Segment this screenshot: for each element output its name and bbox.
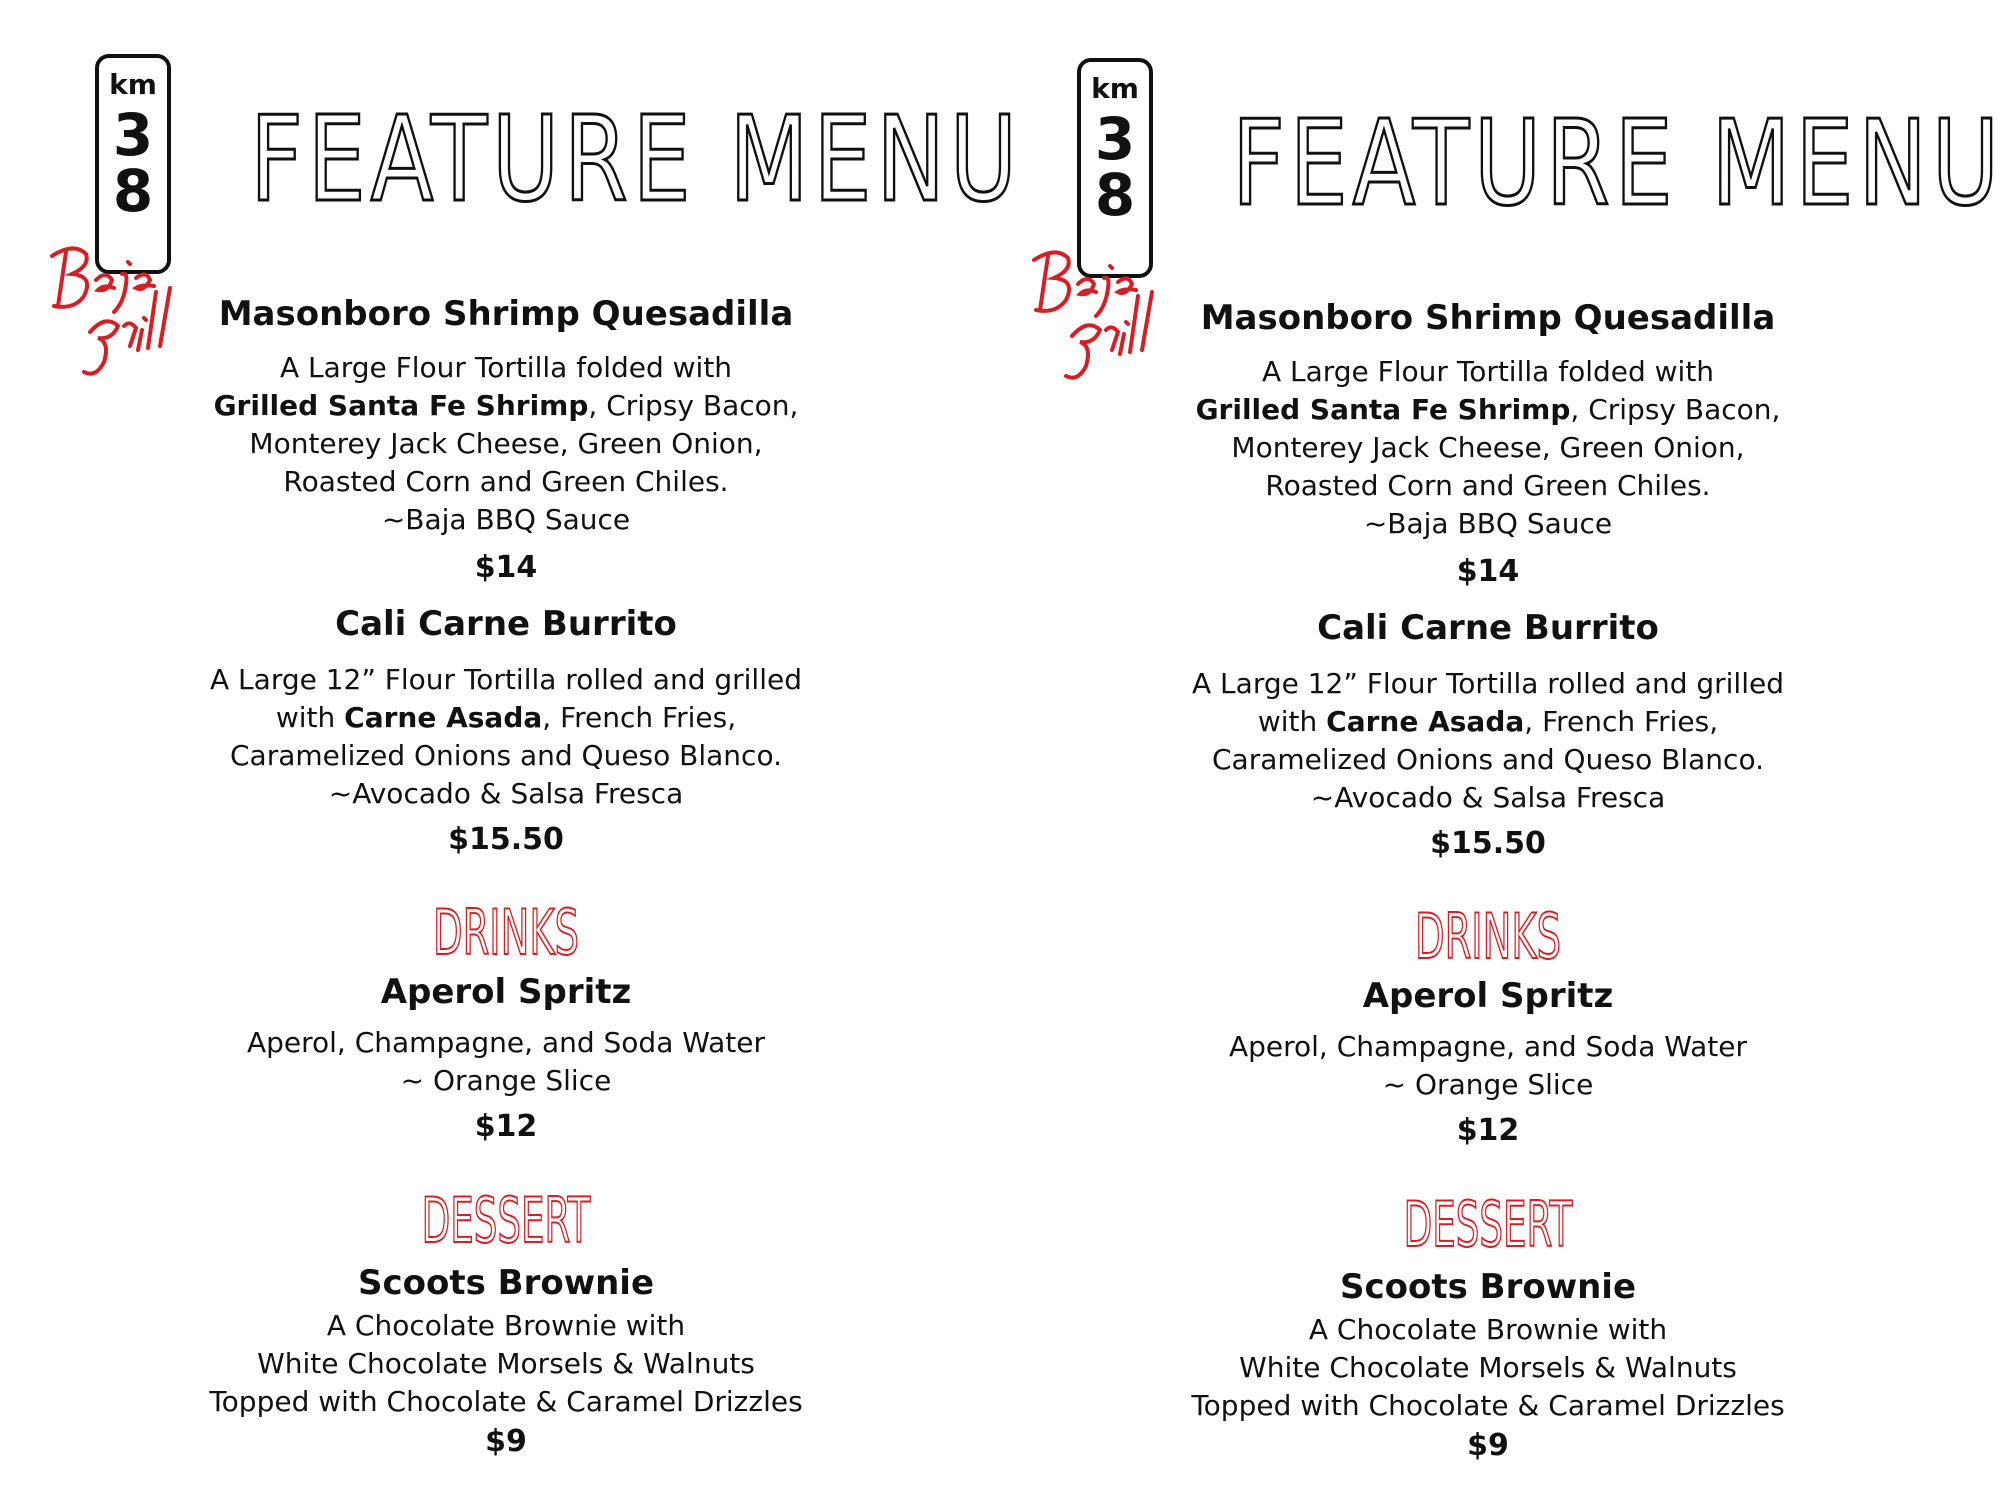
desc-line: A Large 12” Flour Tortilla rolled and grilled — [1192, 667, 1784, 700]
item-desc-quesadilla — [196, 349, 816, 539]
desc-line: Monterey Jack Cheese, Green Onion, — [249, 427, 763, 460]
desc-line — [1178, 703, 1798, 741]
desc-line: A Chocolate Brownie with — [326, 1309, 686, 1342]
km38-baja-grill-logo — [44, 52, 204, 382]
desc-line: Roasted Corn and Green Chiles. — [1265, 469, 1711, 502]
feature-menu-title: FEATURE MENU — [250, 90, 1022, 228]
item-price-quesadilla: $14 — [1456, 554, 1520, 589]
desc-line: A Chocolate Brownie with — [1308, 1313, 1668, 1346]
item-desc-burrito — [1178, 665, 1798, 817]
item-desc-spritz — [1178, 1028, 1798, 1104]
baja-grill-script-art — [1026, 226, 1186, 386]
item-price-spritz: $12 — [1456, 1113, 1520, 1148]
desc-text: , French Fries, — [1524, 705, 1719, 738]
desc-text: with — [275, 701, 345, 734]
km-digit-3: 3 — [1094, 105, 1136, 173]
desc-text: , French Fries, — [542, 701, 737, 734]
item-name-spritz: Aperol Spritz — [380, 972, 632, 1012]
km-label: km — [1091, 72, 1139, 105]
desc-line: ~Baja BBQ Sauce — [381, 503, 631, 536]
desc-bold: Carne Asada — [344, 701, 543, 734]
desc-bold: Grilled Santa Fe Shrimp — [213, 389, 589, 422]
desc-line — [196, 387, 816, 425]
section-heading-drinks: DRINKS — [432, 896, 580, 969]
desc-line: Caramelized Onions and Queso Blanco. — [1211, 743, 1764, 776]
section-heading-drinks: DRINKS — [1414, 900, 1562, 973]
item-desc-quesadilla — [1178, 353, 1798, 543]
item-desc-brownie — [196, 1307, 816, 1421]
menu-panel-right — [982, 4, 2004, 1488]
item-price-brownie: $9 — [485, 1424, 527, 1459]
desc-line: ~Baja BBQ Sauce — [1363, 507, 1613, 540]
km-digit-3: 3 — [112, 101, 154, 169]
item-price-quesadilla: $14 — [474, 550, 538, 585]
desc-line — [1178, 391, 1798, 429]
item-desc-brownie — [1178, 1311, 1798, 1425]
desc-line: White Chocolate Morsels & Walnuts — [1239, 1351, 1737, 1384]
desc-line — [196, 699, 816, 737]
desc-line: Monterey Jack Cheese, Green Onion, — [1231, 431, 1745, 464]
item-desc-spritz — [196, 1024, 816, 1100]
km38-baja-grill-logo — [1026, 56, 1186, 386]
item-name-brownie: Scoots Brownie — [1339, 1267, 1637, 1307]
item-price-spritz: $12 — [474, 1109, 538, 1144]
item-price-brownie: $9 — [1467, 1428, 1509, 1463]
feature-menu-title: FEATURE MENU — [1232, 94, 2004, 232]
section-heading-dessert: DESSERT — [421, 1184, 591, 1257]
item-name-quesadilla: Masonboro Shrimp Quesadilla — [218, 294, 794, 334]
item-price-burrito: $15.50 — [1430, 826, 1546, 861]
desc-line: ~Avocado & Salsa Fresca — [328, 777, 684, 810]
km-label: km — [109, 68, 157, 101]
desc-bold: Carne Asada — [1326, 705, 1525, 738]
desc-text: , Cripsy Bacon, — [1570, 393, 1781, 426]
desc-text: , Cripsy Bacon, — [588, 389, 799, 422]
desc-line: ~Avocado & Salsa Fresca — [1310, 781, 1666, 814]
km-digit-8: 8 — [1094, 161, 1136, 229]
item-price-burrito: $15.50 — [448, 822, 564, 857]
item-desc-burrito — [196, 661, 816, 813]
desc-text: with — [1257, 705, 1327, 738]
item-name-spritz: Aperol Spritz — [1362, 976, 1614, 1016]
desc-line: Aperol, Champagne, and Soda Water — [246, 1026, 766, 1059]
desc-line: A Large Flour Tortilla folded with — [1261, 355, 1715, 388]
desc-line: Roasted Corn and Green Chiles. — [283, 465, 729, 498]
desc-bold: Grilled Santa Fe Shrimp — [1195, 393, 1571, 426]
desc-line: A Large 12” Flour Tortilla rolled and grilled — [210, 663, 802, 696]
item-name-quesadilla: Masonboro Shrimp Quesadilla — [1200, 298, 1776, 338]
km-digit-8: 8 — [112, 157, 154, 225]
desc-line: Caramelized Onions and Queso Blanco. — [229, 739, 782, 772]
baja-grill-script-art — [44, 222, 204, 382]
desc-line: Topped with Chocolate & Caramel Drizzles — [1191, 1389, 1785, 1422]
item-name-burrito: Cali Carne Burrito — [1317, 608, 1659, 648]
desc-line: White Chocolate Morsels & Walnuts — [257, 1347, 755, 1380]
desc-line: Topped with Chocolate & Caramel Drizzles — [209, 1385, 803, 1418]
item-name-brownie: Scoots Brownie — [357, 1263, 655, 1303]
desc-line: Aperol, Champagne, and Soda Water — [1228, 1030, 1748, 1063]
item-name-burrito: Cali Carne Burrito — [335, 604, 677, 644]
desc-line: ~ Orange Slice — [1382, 1068, 1594, 1101]
desc-line: A Large Flour Tortilla folded with — [279, 351, 733, 384]
section-heading-dessert: DESSERT — [1403, 1188, 1573, 1261]
desc-line: ~ Orange Slice — [400, 1064, 612, 1097]
